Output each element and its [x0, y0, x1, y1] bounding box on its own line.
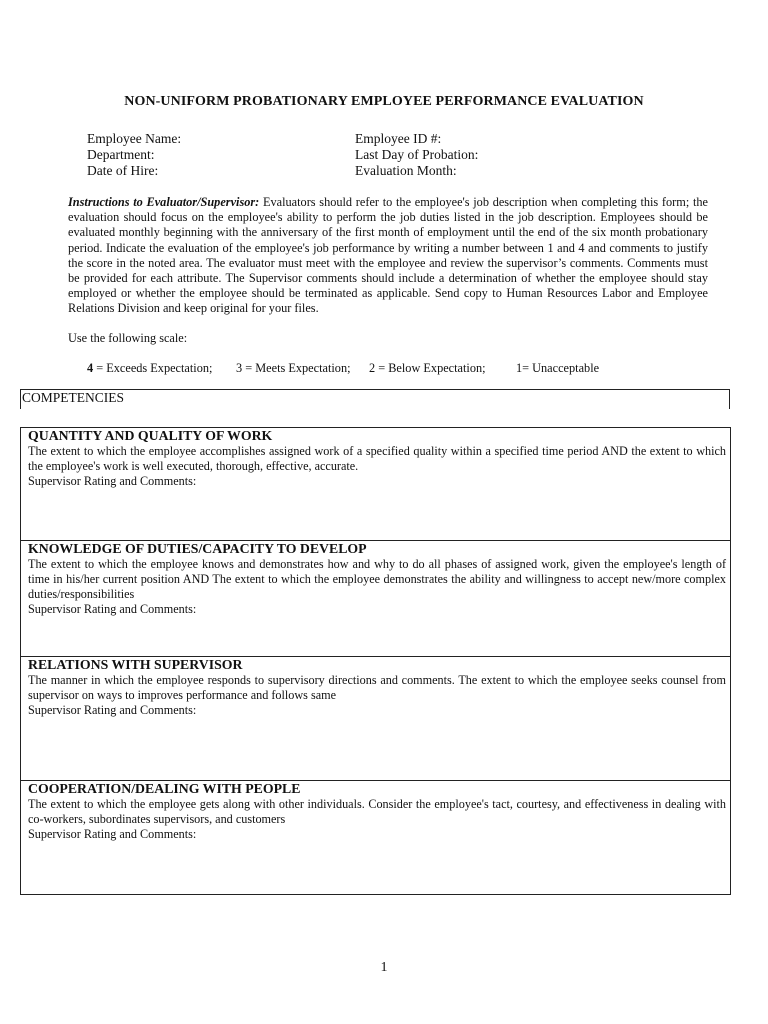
employee-name-field[interactable]: Employee Name:	[87, 131, 182, 146]
competency-heading: KNOWLEDGE OF DUTIES/CAPACITY TO DEVELOP	[28, 541, 367, 556]
scale-item-3: 3 = Meets Expectation;	[236, 361, 351, 375]
instructions-paragraph	[68, 195, 708, 317]
instructions-body: Evaluators should refer to the employee's job description when completing this form; the evaluation should focus on the employee's ability to perform the job duties listed in the job description. Employees should be evaluated monthly beginning with the anniversary of the first month of employment until the end of the six month probationary period. Indicate the evaluation of the employee's job performance by writing a number between 1 and 4 and comments to justify the score in the noted area. The evaluator must meet with the employee and review the supervisor’s comments. Comments must be provided for each attribute. The Supervisor comments should include a determination of whether the employee should stay employed or whether the employee should be terminated as applicable. Send copy to Human Resources Labor and Employee Relations Division and keep original for your files.	[68, 195, 708, 316]
scale-item-4	[87, 361, 212, 376]
scale-item-2: 2 = Below Expectation;	[369, 361, 486, 375]
competency-relations-supervisor	[21, 656, 730, 780]
date-of-hire-field[interactable]: Date of Hire:	[87, 163, 159, 178]
evaluation-month-field[interactable]: Evaluation Month:	[355, 163, 457, 178]
page-title: NON-UNIFORM PROBATIONARY EMPLOYEE PERFORMANCE EVALUATION	[124, 94, 644, 109]
scale-intro: Use the following scale:	[68, 331, 188, 345]
competency-description: The extent to which the employee knows and demonstrates how and why to do all phases of assigned work, given the employee's length of time in his/her current position AND The extent to which the employee demonstrates the ability and willingness to accept new/more complex duties/responsibilities	[28, 557, 726, 601]
competencies-table	[20, 427, 731, 895]
competency-description: The manner in which the employee responds to supervisory directions and comments. The extent to which the employee seeks counsel from supervisor on ways to improves performance and follows same	[28, 673, 726, 702]
supervisor-comments-label[interactable]: Supervisor Rating and Comments:	[28, 602, 197, 616]
competency-knowledge-duties	[21, 540, 730, 656]
competency-description: The extent to which the employee accomplishes assigned work of a specified quality within a specified time period AND the extent to which the employee's work is well executed, thorough, effective, accurate.	[28, 444, 726, 473]
employee-id-field[interactable]: Employee ID #:	[355, 131, 442, 146]
competency-heading: QUANTITY AND QUALITY OF WORK	[28, 428, 273, 443]
last-day-of-probation-field[interactable]: Last Day of Probation:	[355, 147, 479, 162]
competencies-header: COMPETENCIES	[20, 389, 730, 409]
supervisor-comments-label[interactable]: Supervisor Rating and Comments:	[28, 474, 197, 488]
competency-heading: RELATIONS WITH SUPERVISOR	[28, 657, 243, 672]
scale-item-4-label: = Exceeds Expectation;	[93, 361, 213, 375]
instructions-lead: Instructions to Evaluator/Supervisor:	[68, 195, 260, 209]
competency-heading: COOPERATION/DEALING WITH PEOPLE	[28, 781, 301, 796]
competency-quantity-quality	[21, 428, 730, 540]
info-column-right	[355, 131, 478, 179]
competency-cooperation-people	[21, 780, 730, 894]
supervisor-comments-label[interactable]: Supervisor Rating and Comments:	[28, 827, 197, 841]
department-field[interactable]: Department:	[87, 147, 155, 162]
scale-item-4-number: 4	[87, 361, 94, 375]
page-number: 1	[380, 960, 388, 975]
supervisor-comments-label[interactable]: Supervisor Rating and Comments:	[28, 703, 197, 717]
competency-description: The extent to which the employee gets along with other individuals. Consider the employee's tact, courtesy, and effectiveness in dealing with co-workers, subordinates supervisors, and customers	[28, 797, 726, 826]
scale-item-1: 1= Unacceptable	[516, 361, 600, 375]
info-column-left	[87, 131, 181, 179]
